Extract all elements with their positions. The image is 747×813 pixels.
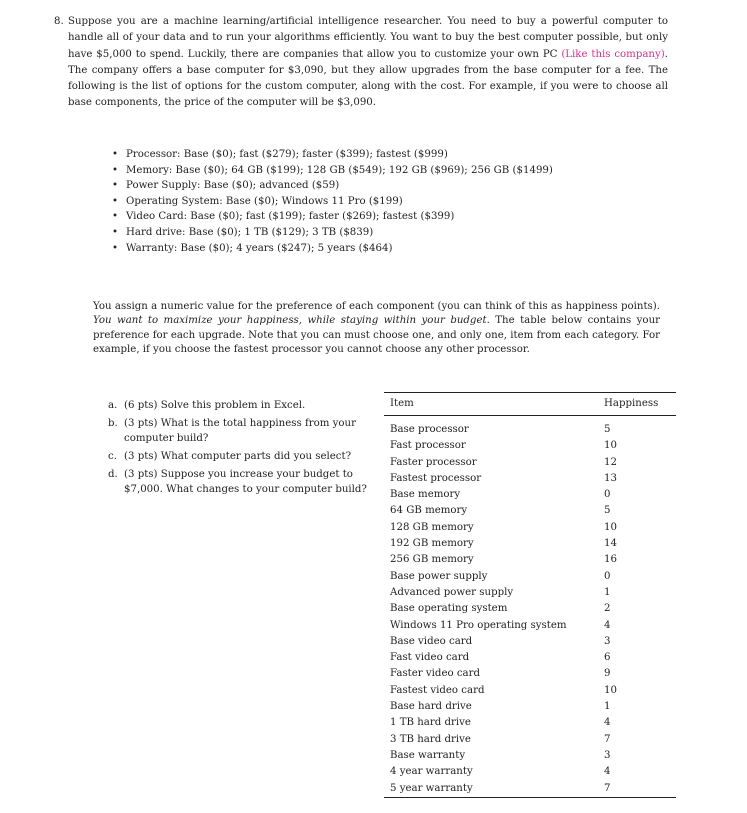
subquestion-d [108, 467, 380, 497]
table-row [384, 552, 676, 568]
cell-item: 256 GB memory [390, 554, 474, 566]
table-row [384, 732, 676, 748]
cell-happiness: 4 [604, 717, 611, 729]
para2-italic: You want to maximize your happiness, while staying within your budget. [93, 315, 490, 327]
cell-happiness: 0 [604, 570, 611, 582]
options-list [112, 147, 672, 256]
cell-happiness: 10 [604, 440, 617, 452]
cell-happiness: 1 [604, 701, 611, 713]
table-row [384, 569, 676, 585]
cell-item: 192 GB memory [390, 538, 474, 550]
cell-item: 64 GB memory [390, 505, 468, 517]
table-body [384, 416, 676, 798]
cell-happiness: 5 [604, 505, 611, 517]
table-row [384, 416, 676, 439]
cell-item: Fast video card [390, 652, 470, 664]
problem-intro [54, 14, 668, 112]
cell-item: Base processor [390, 424, 469, 435]
cell-item: Advanced power supply [390, 586, 514, 598]
cell-item: 1 TB hard drive [390, 717, 471, 729]
table-row [384, 455, 676, 471]
happiness-table [384, 392, 676, 798]
cell-item: Base warranty [390, 749, 466, 761]
cell-happiness: 2 [604, 603, 611, 615]
cell-happiness: 4 [604, 619, 611, 631]
cell-item: 4 year warranty [390, 766, 473, 778]
cell-item: Base hard drive [390, 701, 472, 713]
table-row [384, 748, 676, 764]
table-row [384, 764, 676, 780]
subquestion-label: c. [108, 451, 117, 462]
table-row [384, 438, 676, 454]
cell-happiness: 10 [604, 521, 617, 533]
cell-happiness: 1 [604, 586, 611, 598]
subquestion-label: a. [108, 400, 118, 411]
company-link[interactable]: (Like this company) [561, 48, 665, 60]
intro-text-before-link: Suppose you are a machine learning/artificial intelligence researcher. You need to buy a powerful computer to handle all of your data and to run your algorithms efficiently. You want to buy the best computer possible, but only have $5,000 to spend. Luckily, there are companies that allow you to customize your own PC [68, 16, 668, 60]
table-row [384, 536, 676, 552]
option-warranty: • Warranty: Base ($0); 4 years ($247); 5 years ($464) [112, 241, 672, 257]
subquestion-text: (3 pts) Suppose you increase your budget to $7,000. What changes to your computer build? [124, 469, 367, 495]
subquestion-text: (3 pts) What is the total happiness from your computer build? [124, 418, 356, 444]
cell-happiness: 16 [604, 554, 617, 566]
cell-happiness: 7 [604, 733, 611, 745]
cell-item: Fast processor [390, 440, 466, 452]
table-row [384, 666, 676, 682]
table-row [384, 585, 676, 601]
table-row [384, 715, 676, 731]
cell-happiness: 4 [604, 766, 611, 778]
table-row [384, 471, 676, 487]
table-row [384, 683, 676, 699]
cell-happiness: 14 [604, 538, 617, 550]
cell-happiness: 0 [604, 489, 611, 501]
para2-end: The table below contains your preference for each upgrade. Note that you can must choose one, and only one, item from each category. For example, if you choose the fastest processor you cannot choose any other processor. [93, 315, 660, 355]
option-power-supply: • Power Supply: Base ($0); advanced ($59) [112, 178, 672, 194]
cell-item: Faster processor [390, 456, 477, 468]
table-row [384, 503, 676, 519]
option-memory: • Memory: Base ($0); 64 GB ($199); 128 GB ($549); 192 GB ($969); 256 GB ($1499) [112, 163, 672, 179]
cell-item: Fastest video card [390, 684, 485, 696]
problem-number: 8. [54, 16, 64, 27]
subquestion-label: d. [108, 469, 118, 480]
cell-item: Base video card [390, 635, 473, 647]
column-header-item: Item [390, 398, 414, 409]
table-header-row [384, 393, 676, 416]
table-row [384, 520, 676, 536]
column-header-happiness: Happiness [604, 398, 659, 409]
preference-paragraph [93, 300, 660, 357]
cell-item: Base operating system [390, 603, 508, 615]
cell-happiness: 10 [604, 684, 617, 696]
cell-happiness: 3 [604, 749, 611, 761]
cell-happiness: 12 [604, 456, 617, 468]
subquestion-b [108, 416, 380, 446]
para2-start: You assign a numeric value for the preference of each component (you can think of this as happiness points). [93, 301, 660, 312]
table-row [384, 601, 676, 617]
cell-item: Windows 11 Pro operating system [390, 619, 567, 631]
cell-happiness: 7 [604, 782, 611, 794]
option-video-card: • Video Card: Base ($0); fast ($199); faster ($269); fastest ($399) [112, 209, 672, 225]
option-processor: • Processor: Base ($0); fast ($279); faster ($399); fastest ($999) [112, 147, 672, 163]
subquestion-text: (3 pts) What computer parts did you select? [124, 451, 352, 462]
option-operating-system: • Operating System: Base ($0); Windows 11 Pro ($199) [112, 194, 672, 210]
table-row [384, 650, 676, 666]
subquestion-label: b. [108, 418, 118, 429]
cell-item: 128 GB memory [390, 521, 474, 533]
cell-happiness: 6 [604, 652, 611, 664]
subquestions [108, 398, 380, 500]
cell-happiness: 5 [604, 424, 611, 435]
subquestion-c [108, 449, 380, 464]
problem-intro-text [68, 14, 668, 112]
cell-item: Base power supply [390, 570, 488, 582]
cell-happiness: 9 [604, 668, 611, 680]
cell-item: Fastest processor [390, 472, 482, 484]
table-row [384, 781, 676, 798]
table-row [384, 699, 676, 715]
cell-happiness: 13 [604, 472, 617, 484]
table-row [384, 487, 676, 503]
option-hard-drive: • Hard drive: Base ($0); 1 TB ($129); 3 TB ($839) [112, 225, 672, 241]
cell-item: 3 TB hard drive [390, 733, 471, 745]
cell-happiness: 3 [604, 635, 611, 647]
subquestion-a [108, 398, 380, 413]
cell-item: Base memory [390, 489, 461, 501]
table-row [384, 618, 676, 634]
cell-item: Faster video card [390, 668, 481, 680]
intro-text-after-link: . The company offers a base computer for $3,090, but they allow upgrades from the base computer for a fee. The following is the list of options for the custom computer, along with the cost. For example, if you were to choose all base components, the price of the computer will be $3,090. [68, 48, 668, 109]
cell-item: 5 year warranty [390, 782, 473, 794]
subquestion-text: (6 pts) Solve this problem in Excel. [124, 400, 306, 411]
table-row [384, 634, 676, 650]
